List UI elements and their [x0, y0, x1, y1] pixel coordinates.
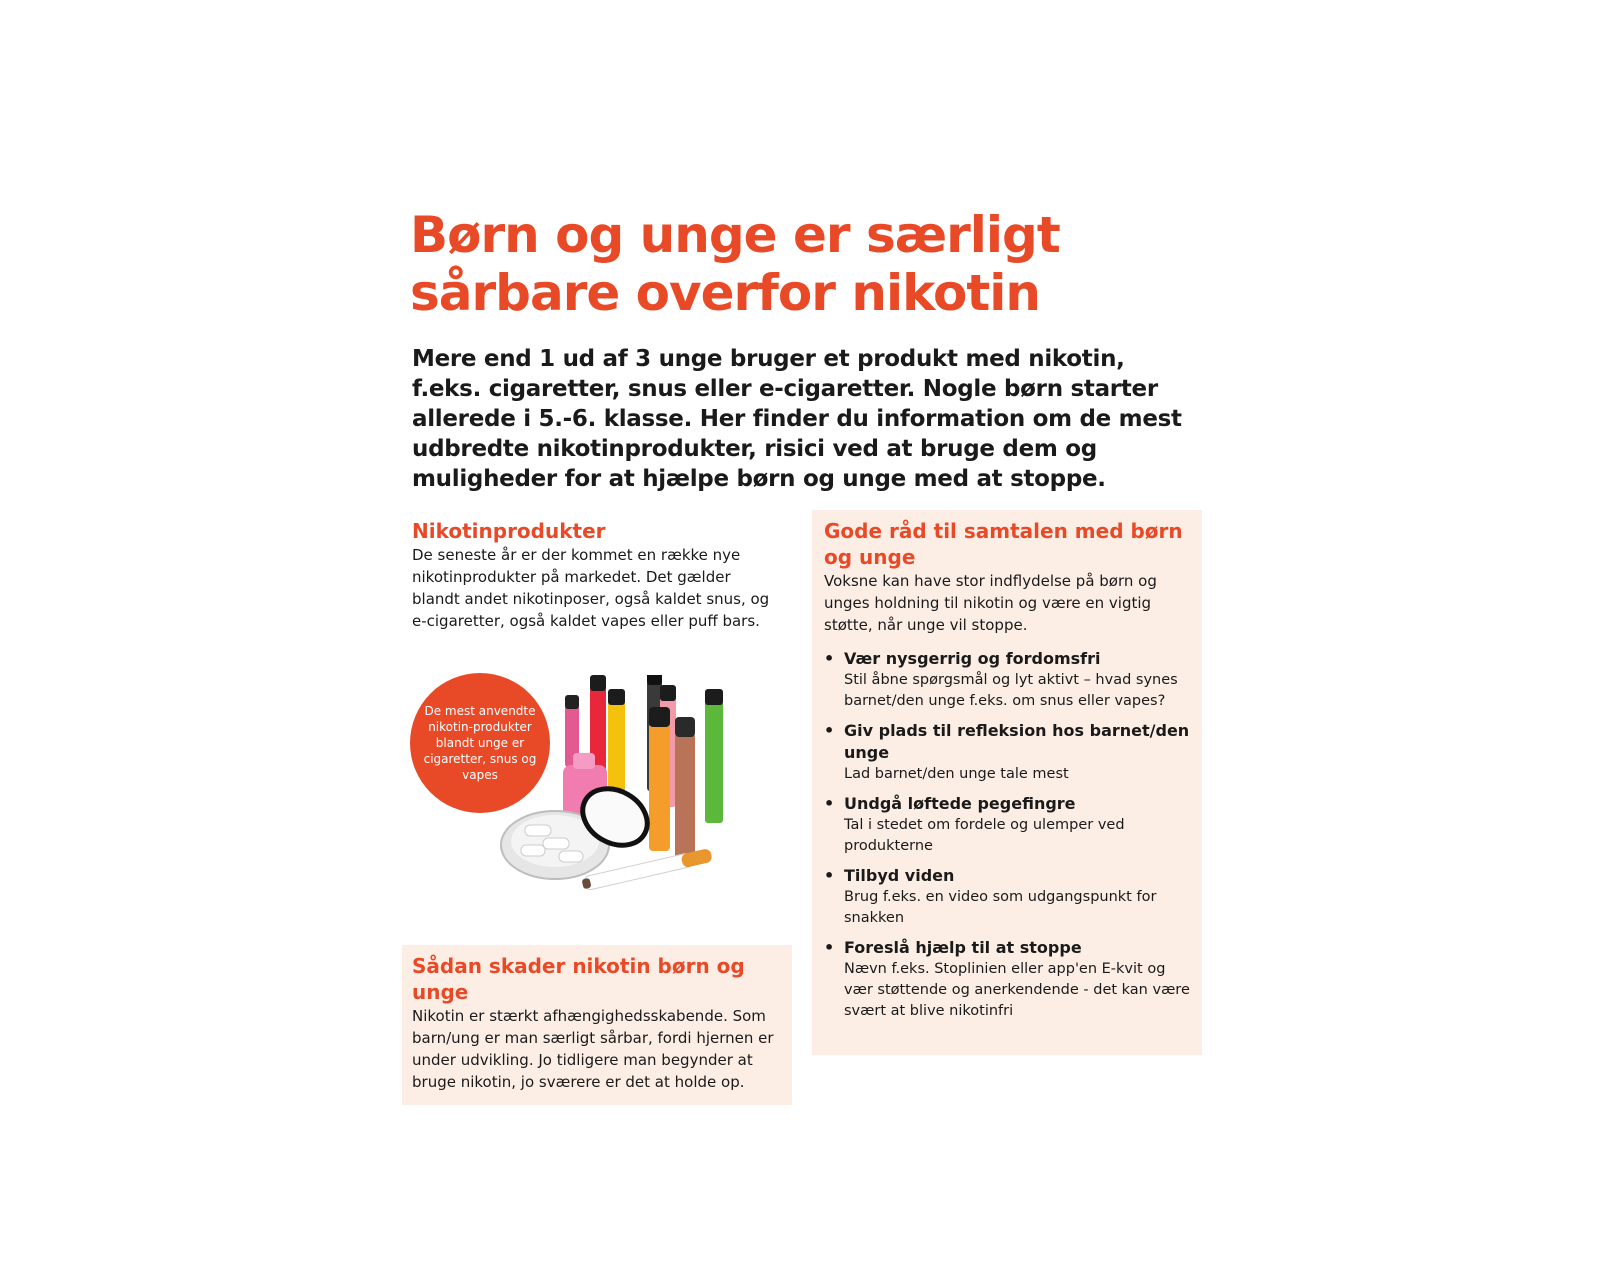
page-title-line-2: sårbare overfor nikotin	[410, 264, 1040, 322]
tip-text: Brug f.eks. en video som udgangspunkt for snakken	[844, 889, 1157, 926]
tip-text: Lad barnet/den unge tale mest	[844, 766, 1069, 782]
bullet-icon: •	[824, 649, 835, 668]
bullet-icon: •	[824, 721, 835, 740]
products-section	[412, 518, 772, 632]
vape-orange-icon	[649, 707, 670, 851]
tip-title: Tilbyd viden	[844, 866, 955, 885]
harm-section	[402, 945, 792, 1105]
tip-title: Vær nysgerrig og fordomsfri	[844, 649, 1101, 668]
tip-text: Nævn f.eks. Stoplinien eller app'en E-kvit og vær støttende og anerkendende - det kan være svært at blive nikotinfri	[844, 961, 1190, 1019]
lead-paragraph: Mere end 1 ud af 3 unge bruger et produkt med nikotin, f.eks. cigaretter, snus eller e-cigaretter. Nogle børn starter allerede i 5.-6. klasse. Her finder du information om de mest udbredte nikotinprodukter, risici ved at bruge dem og muligheder for at hjælpe børn og unge med at stoppe.	[412, 346, 1182, 492]
tip-text: Tal i stedet om fordele og ulemper ved produkterne	[844, 817, 1125, 854]
advice-heading: Gode råd til samtalen med børn og unge	[824, 519, 1183, 569]
harm-body: Nikotin er stærkt afhængighedsskabende. Som barn/ung er man særligt sårbar, fordi hjernen er under udvikling. Jo tidligere man begynder at bruge nikotin, jo sværere er det at holde op.	[412, 1007, 774, 1091]
page-title	[410, 206, 1170, 322]
products-heading: Nikotinprodukter	[412, 519, 606, 543]
list-item	[824, 937, 1190, 1022]
badge-circle	[410, 673, 550, 813]
advice-section	[812, 510, 1202, 1055]
page-title-line-1: Børn og unge er særligt	[410, 206, 1060, 264]
tip-title: Giv plads til refleksion hos barnet/den unge	[844, 721, 1190, 762]
list-item	[824, 720, 1190, 785]
advice-tips-list	[824, 648, 1190, 1022]
list-item	[824, 865, 1190, 929]
products-body: De seneste år er der kommet en række nye nikotinprodukter på markedet. Det gælder blandt andet nikotinposer, også kaldet snus, og e-cigaretter, også kaldet vapes eller puff bars.	[412, 546, 770, 630]
tip-title: Foreslå hjælp til at stoppe	[844, 938, 1082, 957]
list-item	[824, 648, 1190, 712]
list-item	[824, 793, 1190, 857]
bullet-icon: •	[824, 794, 835, 813]
harm-heading: Sådan skader nikotin børn og unge	[412, 954, 745, 1004]
tip-text: Stil åbne spørgsmål og lyt aktivt – hvad synes barnet/den unge f.eks. om snus eller vapes?	[844, 672, 1178, 709]
vape-green-icon	[705, 689, 723, 823]
tip-title: Undgå løftede pegefingre	[844, 794, 1076, 813]
advice-intro: Voksne kan have stor indflydelse på børn og unges holdning til nikotin og være en vigtig støtte, når unge vil stoppe.	[824, 572, 1157, 634]
bullet-icon: •	[824, 866, 835, 885]
bullet-icon: •	[824, 938, 835, 957]
vape-bronze-icon	[675, 717, 695, 861]
badge-text: De mest anvendte nikotin-produkter blandt unge er cigaretter, snus og vapes	[423, 704, 537, 782]
